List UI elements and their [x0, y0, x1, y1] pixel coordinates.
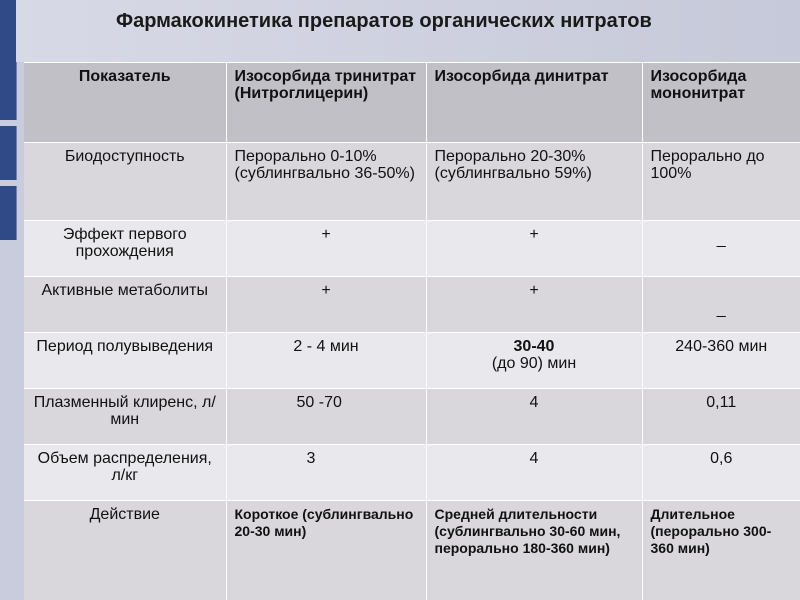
pharmacokinetics-table [24, 62, 800, 600]
row-label: Плазменный клиренс, л/мин [24, 389, 226, 445]
table-cell: + [226, 277, 426, 333]
table-row [24, 389, 800, 445]
table-row [24, 221, 800, 277]
table-cell: Средней длительности (сублингвально 30-60 мин, перорально 180-360 мин) [426, 501, 642, 600]
row-label: Объем распределения, л/кг [24, 445, 226, 501]
table-cell: Короткое (сублингвально 20-30 мин) [226, 501, 426, 600]
left-decor-bar [0, 0, 16, 600]
table-cell: 240-360 мин [642, 333, 800, 389]
table-cell: 4 [426, 445, 642, 501]
table-cell: 3 [226, 445, 426, 501]
row-label: Период полувыведения [24, 333, 226, 389]
header-cell: Изосорбида динитрат [426, 63, 642, 143]
table-cell: Перорально 20-30% (сублингвально 59%) [426, 143, 642, 221]
table-row [24, 277, 800, 333]
half-life-note: (до 90) мин [491, 355, 577, 372]
table-cell: Длительное (перорально 300-360 мин) [642, 501, 800, 600]
slide-title: Фармакокинетика препаратов органических нитратов [116, 10, 652, 32]
table-cell: 0,6 [642, 445, 800, 501]
table-row [24, 445, 800, 501]
table-row [24, 143, 800, 221]
table-header-row [24, 63, 800, 143]
table-cell: _ [642, 221, 800, 277]
table-cell: Перорально 0-10% (сублингвально 36-50%) [226, 143, 426, 221]
table-cell: 50 -70 [226, 389, 426, 445]
half-life-cell [426, 333, 642, 389]
row-label: Активные метаболиты [24, 277, 226, 333]
table-cell: 4 [426, 389, 642, 445]
table-cell: 2 - 4 мин [226, 333, 426, 389]
table-cell: _ [642, 277, 800, 333]
slide-header [16, 0, 800, 62]
header-cell: Изосорбида тринитрат (Нитроглицерин) [226, 63, 426, 143]
left-bar-segment [0, 126, 17, 180]
header-cell: Изосорбида мононитрат [642, 63, 800, 143]
table-cell: Перорально до 100% [642, 143, 800, 221]
left-bar-segment [0, 0, 17, 120]
left-bar-segment [0, 186, 17, 240]
table-row [24, 501, 800, 600]
table-cell: + [426, 221, 642, 277]
table-cell: + [426, 277, 642, 333]
table-cell: + [226, 221, 426, 277]
table-cell: 0,11 [642, 389, 800, 445]
row-label: Эффект первого прохождения [24, 221, 226, 277]
row-label: Действие [24, 501, 226, 600]
header-cell: Показатель [24, 63, 226, 143]
half-life-value: 30-40 [513, 338, 555, 355]
row-label: Биодоступность [24, 143, 226, 221]
table-row [24, 333, 800, 389]
